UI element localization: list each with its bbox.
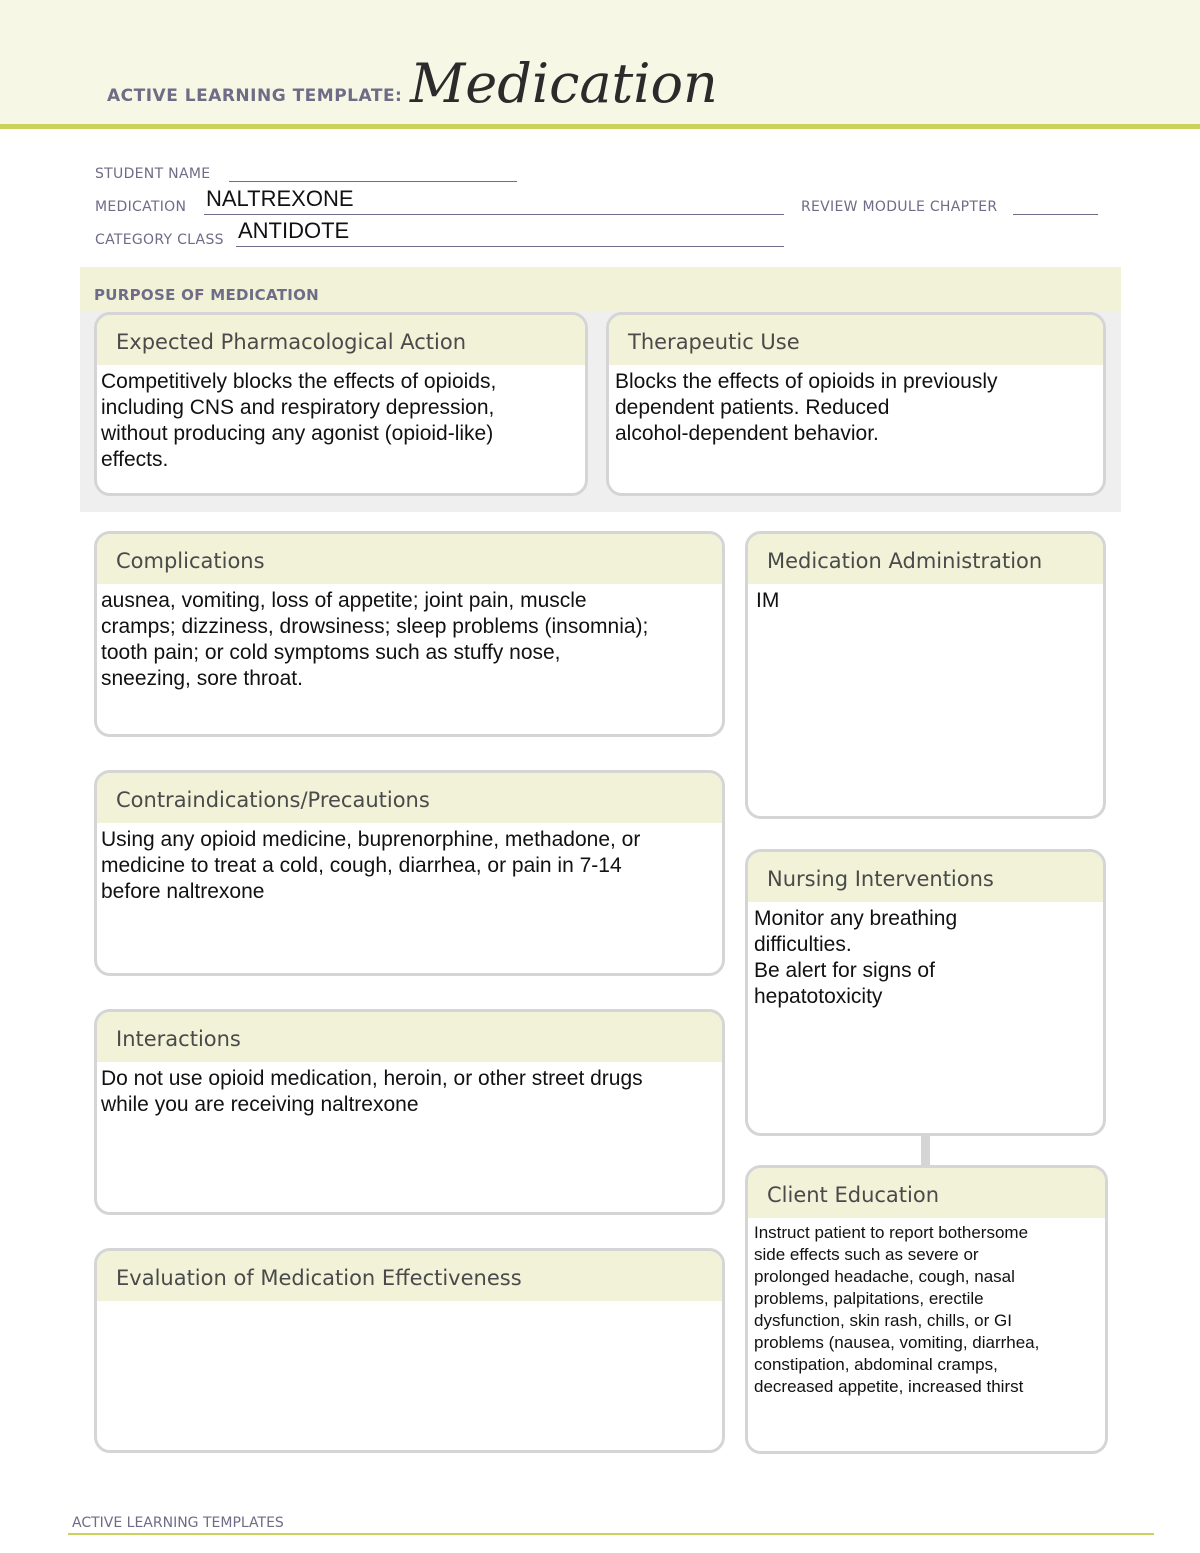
therapeutic-use-card <box>606 312 1106 496</box>
nursing-interventions-title: Nursing Interventions <box>748 852 1103 902</box>
contraindications-text[interactable]: Using any opioid medicine, buprenorphine, methadone, or medicine to treat a cold, cough, diarrhea, or pain in 7-14 before naltrexone <box>101 828 641 903</box>
category-class-label: CATEGORY CLASS <box>95 232 224 248</box>
template-label: ACTIVE LEARNING TEMPLATE: <box>107 86 403 106</box>
footer-divider <box>68 1533 1154 1535</box>
complications-title: Complications <box>97 534 722 584</box>
client-education-title: Client Education <box>748 1168 1105 1218</box>
nursing-interventions-card <box>745 849 1106 1136</box>
contraindications-title: Contraindications/Precautions <box>97 773 722 823</box>
medication-label: MEDICATION <box>95 199 187 215</box>
evaluation-text[interactable] <box>97 1301 722 1305</box>
connector-bar <box>921 1134 930 1167</box>
medication-administration-card <box>745 531 1106 819</box>
page-title: Medication <box>410 52 718 115</box>
therapeutic-use-text[interactable]: Blocks the effects of opioids in previously dependent patients. Reduced alcohol-dependent behavior. <box>615 370 998 445</box>
medication-field[interactable]: NALTREXONE <box>206 186 354 211</box>
client-education-text[interactable]: Instruct patient to report bothersome side effects such as severe or prolonged headache, cough, nasal problems, palpitations, erectile dysfunction, skin rash, chills, or GI problems (nausea, vomiting, diarrhea, constipation, abdominal cramps, decreased appetite, increased thirst <box>754 1223 1040 1396</box>
medication-line <box>204 214 784 215</box>
purpose-label: PURPOSE OF MEDICATION <box>94 286 320 304</box>
interactions-card <box>94 1009 725 1215</box>
student-name-label: STUDENT NAME <box>95 166 211 182</box>
evaluation-title: Evaluation of Medication Effectiveness <box>97 1251 722 1301</box>
expected-action-title: Expected Pharmacological Action <box>97 315 585 365</box>
review-module-label: REVIEW MODULE CHAPTER <box>801 199 998 215</box>
category-class-line <box>236 246 784 247</box>
interactions-text[interactable]: Do not use opioid medication, heroin, or other street drugs while you are receiving naltrexone <box>101 1067 643 1116</box>
client-education-card <box>745 1165 1108 1454</box>
complications-card <box>94 531 725 737</box>
evaluation-card <box>94 1248 725 1453</box>
therapeutic-use-title: Therapeutic Use <box>609 315 1103 365</box>
category-class-field[interactable]: ANTIDOTE <box>238 218 350 243</box>
footer-text: ACTIVE LEARNING TEMPLATES <box>72 1515 284 1531</box>
interactions-title: Interactions <box>97 1012 722 1062</box>
contraindications-card <box>94 770 725 976</box>
medication-administration-title: Medication Administration <box>748 534 1103 584</box>
medication-administration-text[interactable]: IM <box>756 589 780 612</box>
expected-action-card <box>94 312 588 496</box>
review-module-line <box>1013 214 1098 215</box>
student-name-line <box>229 181 517 182</box>
nursing-interventions-text[interactable]: Monitor any breathing difficulties. Be alert for signs of hepatotoxicity <box>754 907 958 1008</box>
complications-text[interactable]: ausnea, vomiting, loss of appetite; joint pain, muscle cramps; dizziness, drowsiness; sleep problems (insomnia); tooth pain; or cold symptoms such as stuffy nose, sneezing, sore throat. <box>101 589 649 690</box>
expected-action-text[interactable]: Competitively blocks the effects of opioids, including CNS and respiratory depression, without producing any agonist (opioid-like) effects. <box>101 370 497 471</box>
